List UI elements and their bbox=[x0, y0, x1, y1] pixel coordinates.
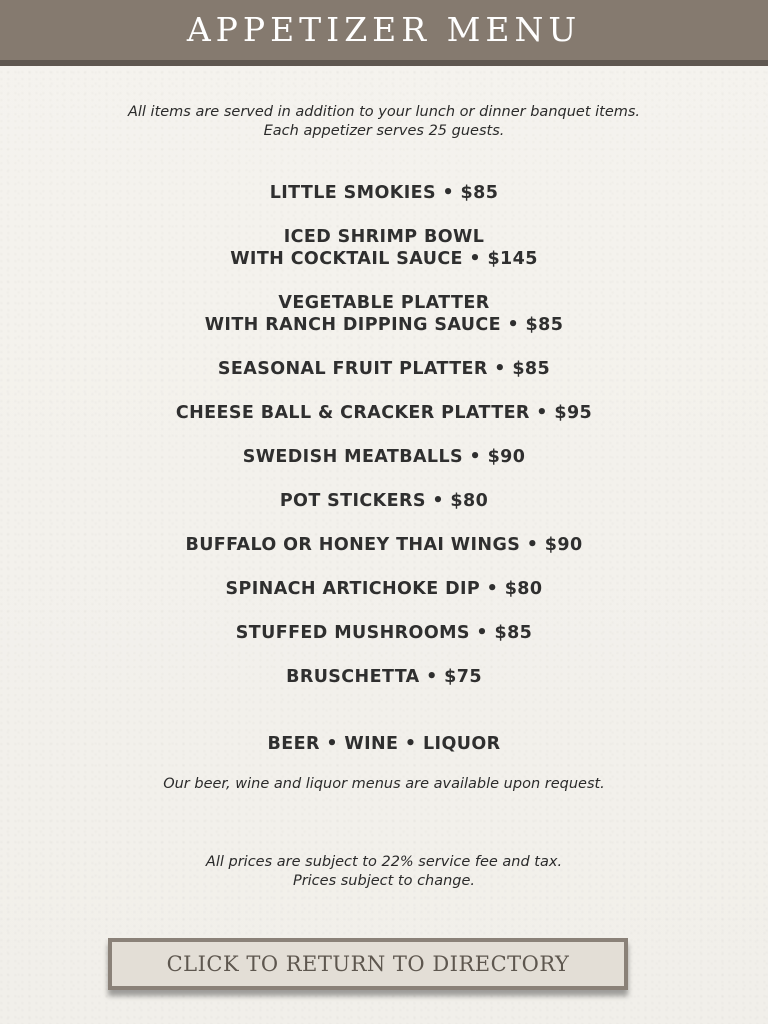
menu-item bbox=[0, 358, 768, 380]
menu-item-line-1: VEGETABLE PLATTER bbox=[278, 293, 490, 313]
menu-item bbox=[0, 182, 768, 204]
footnote-line-1: All prices are subject to 22% service fee and tax. bbox=[205, 854, 563, 870]
menu-item bbox=[0, 622, 768, 644]
menu-item-line-1: CHEESE BALL & CRACKER PLATTER • $95 bbox=[175, 403, 593, 423]
pricing-footnote bbox=[0, 853, 768, 891]
menu-item-line-1: POT STICKERS • $80 bbox=[279, 491, 489, 511]
menu-item-line-1: SEASONAL FRUIT PLATTER • $85 bbox=[217, 359, 551, 379]
menu-item-line-1: SWEDISH MEATBALLS • $90 bbox=[242, 447, 526, 467]
menu-item-line-2: WITH RANCH DIPPING SAUCE • $85 bbox=[204, 315, 564, 335]
return-button-label: CLICK TO RETURN TO DIRECTORY bbox=[166, 952, 570, 976]
menu-item-line-1: LITTLE SMOKIES • $85 bbox=[269, 183, 499, 203]
menu-item bbox=[0, 490, 768, 512]
header-bar bbox=[0, 0, 768, 66]
appetizer-list bbox=[0, 182, 768, 710]
menu-item-line-1: ICED SHRIMP BOWL bbox=[283, 227, 485, 247]
menu-item-line-1: BUFFALO OR HONEY THAI WINGS • $90 bbox=[185, 535, 583, 555]
menu-item bbox=[0, 226, 768, 270]
menu-item bbox=[0, 578, 768, 600]
drinks-heading: BEER • WINE • LIQUOR bbox=[267, 734, 501, 754]
menu-item-line-1: SPINACH ARTICHOKE DIP • $80 bbox=[225, 579, 543, 599]
intro-line-1: All items are served in addition to your lunch or dinner banquet items. bbox=[127, 104, 641, 120]
menu-item-line-1: BRUSCHETTA • $75 bbox=[286, 667, 482, 687]
return-to-directory-button[interactable] bbox=[108, 938, 628, 990]
page-title: APPETIZER MENU bbox=[186, 10, 582, 49]
menu-item bbox=[0, 446, 768, 468]
footnote-line-2: Prices subject to change. bbox=[292, 873, 476, 889]
menu-item-line-2: WITH COCKTAIL SAUCE • $145 bbox=[230, 249, 538, 269]
menu-item bbox=[0, 402, 768, 424]
menu-item bbox=[0, 292, 768, 336]
menu-item bbox=[0, 666, 768, 688]
intro-line-2: Each appetizer serves 25 guests. bbox=[263, 123, 505, 139]
menu-item bbox=[0, 534, 768, 556]
intro-text bbox=[0, 103, 768, 141]
menu-item-line-1: STUFFED MUSHROOMS • $85 bbox=[235, 623, 533, 643]
drinks-note: Our beer, wine and liquor menus are available upon request. bbox=[163, 776, 605, 792]
